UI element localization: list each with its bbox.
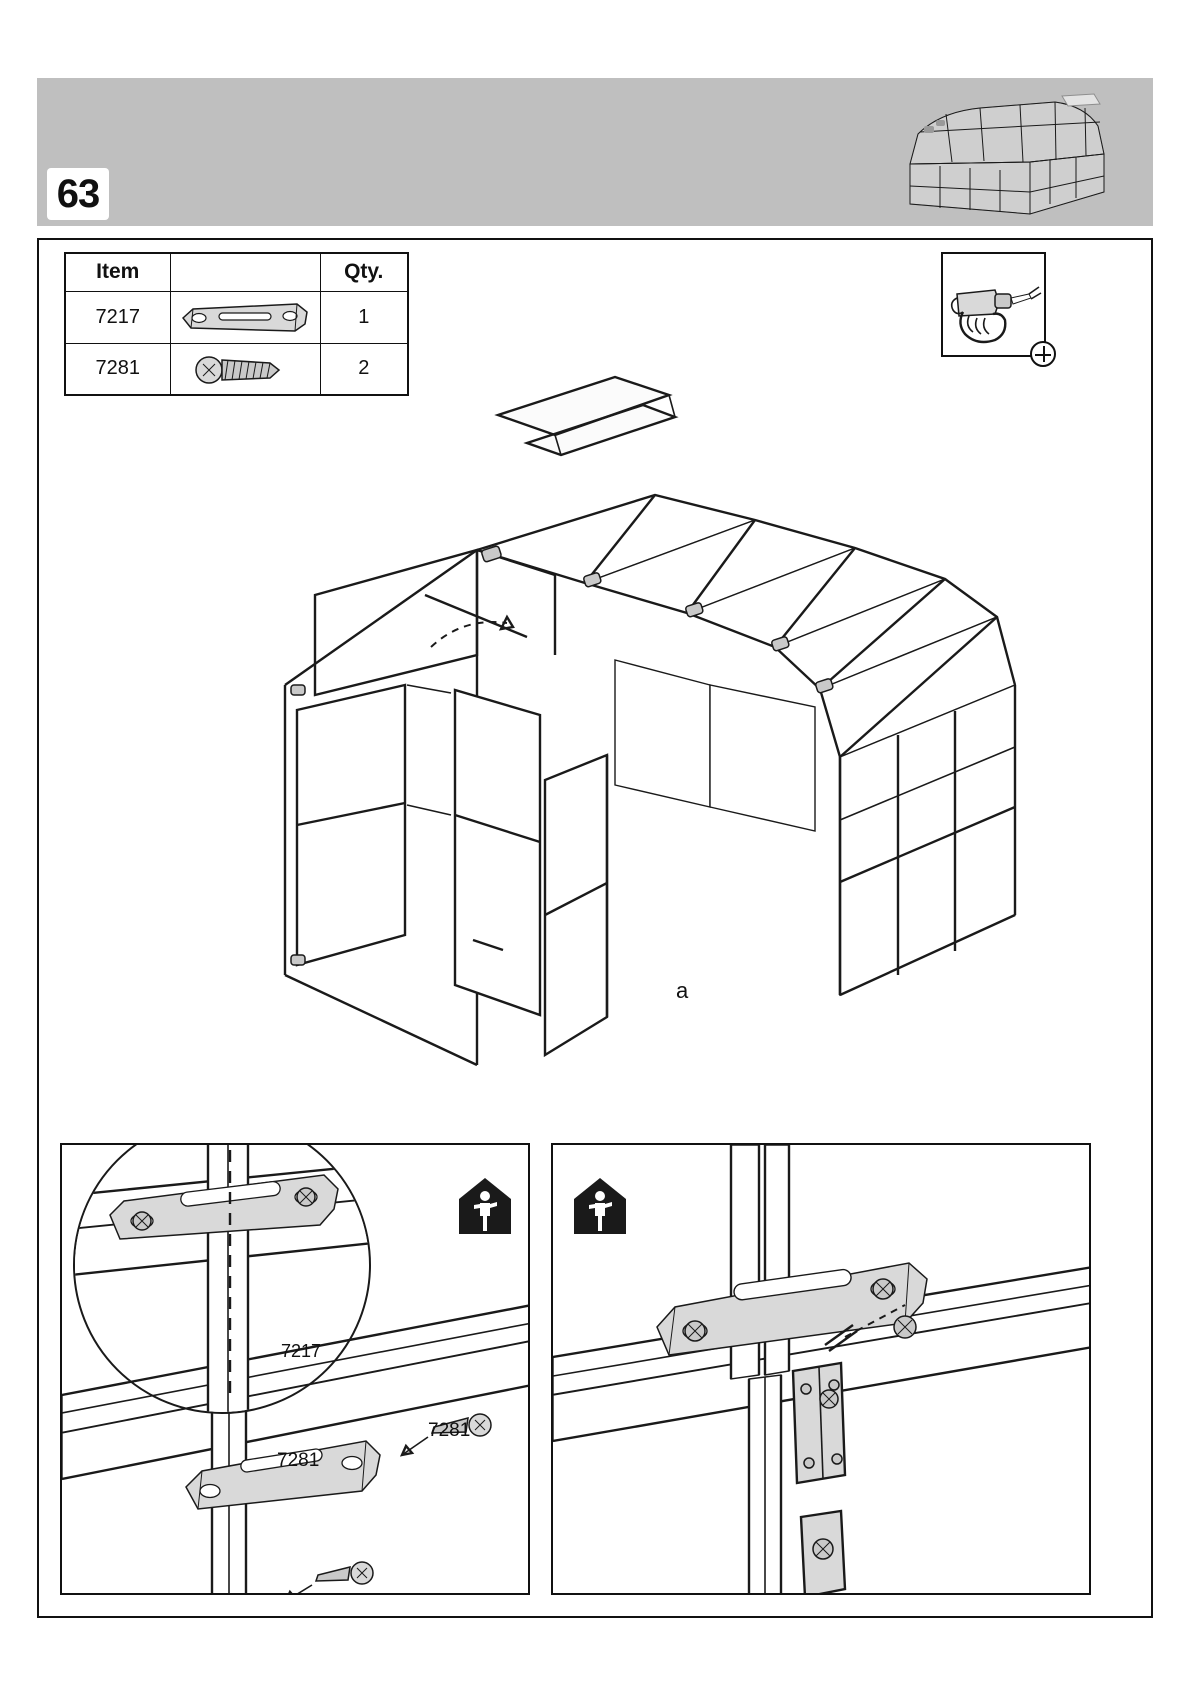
column-header-item: Item	[65, 253, 170, 291]
bracket-plate-icon	[170, 291, 320, 343]
bracket-installed-detail	[551, 1143, 1091, 1595]
table-header-row	[65, 253, 408, 291]
greenhouse-assembly-illustration	[255, 355, 1045, 1055]
person-inside-greenhouse-icon	[571, 1175, 629, 1237]
table-row	[65, 291, 408, 343]
step-number-badge: 63	[47, 168, 109, 220]
part-number-7217: 7217	[65, 291, 170, 343]
bracket-label-7217: 7217	[281, 1341, 322, 1361]
column-header-image	[170, 253, 320, 291]
screw-label-left-7281: 7281	[277, 1450, 320, 1471]
person-inside-greenhouse-icon	[456, 1175, 514, 1237]
screw-label-right-7281: 7281	[428, 1420, 471, 1441]
bracket-mounting-detail	[60, 1143, 530, 1595]
column-header-qty: Qty.	[320, 253, 408, 291]
part-qty-7281: 2	[320, 343, 408, 395]
greenhouse-thumbnail-icon	[880, 92, 1130, 222]
part-number-7281: 7281	[65, 343, 170, 395]
callout-label-a: a	[676, 978, 689, 1003]
part-qty-7217: 1	[320, 291, 408, 343]
hand-drill-icon	[941, 252, 1046, 357]
